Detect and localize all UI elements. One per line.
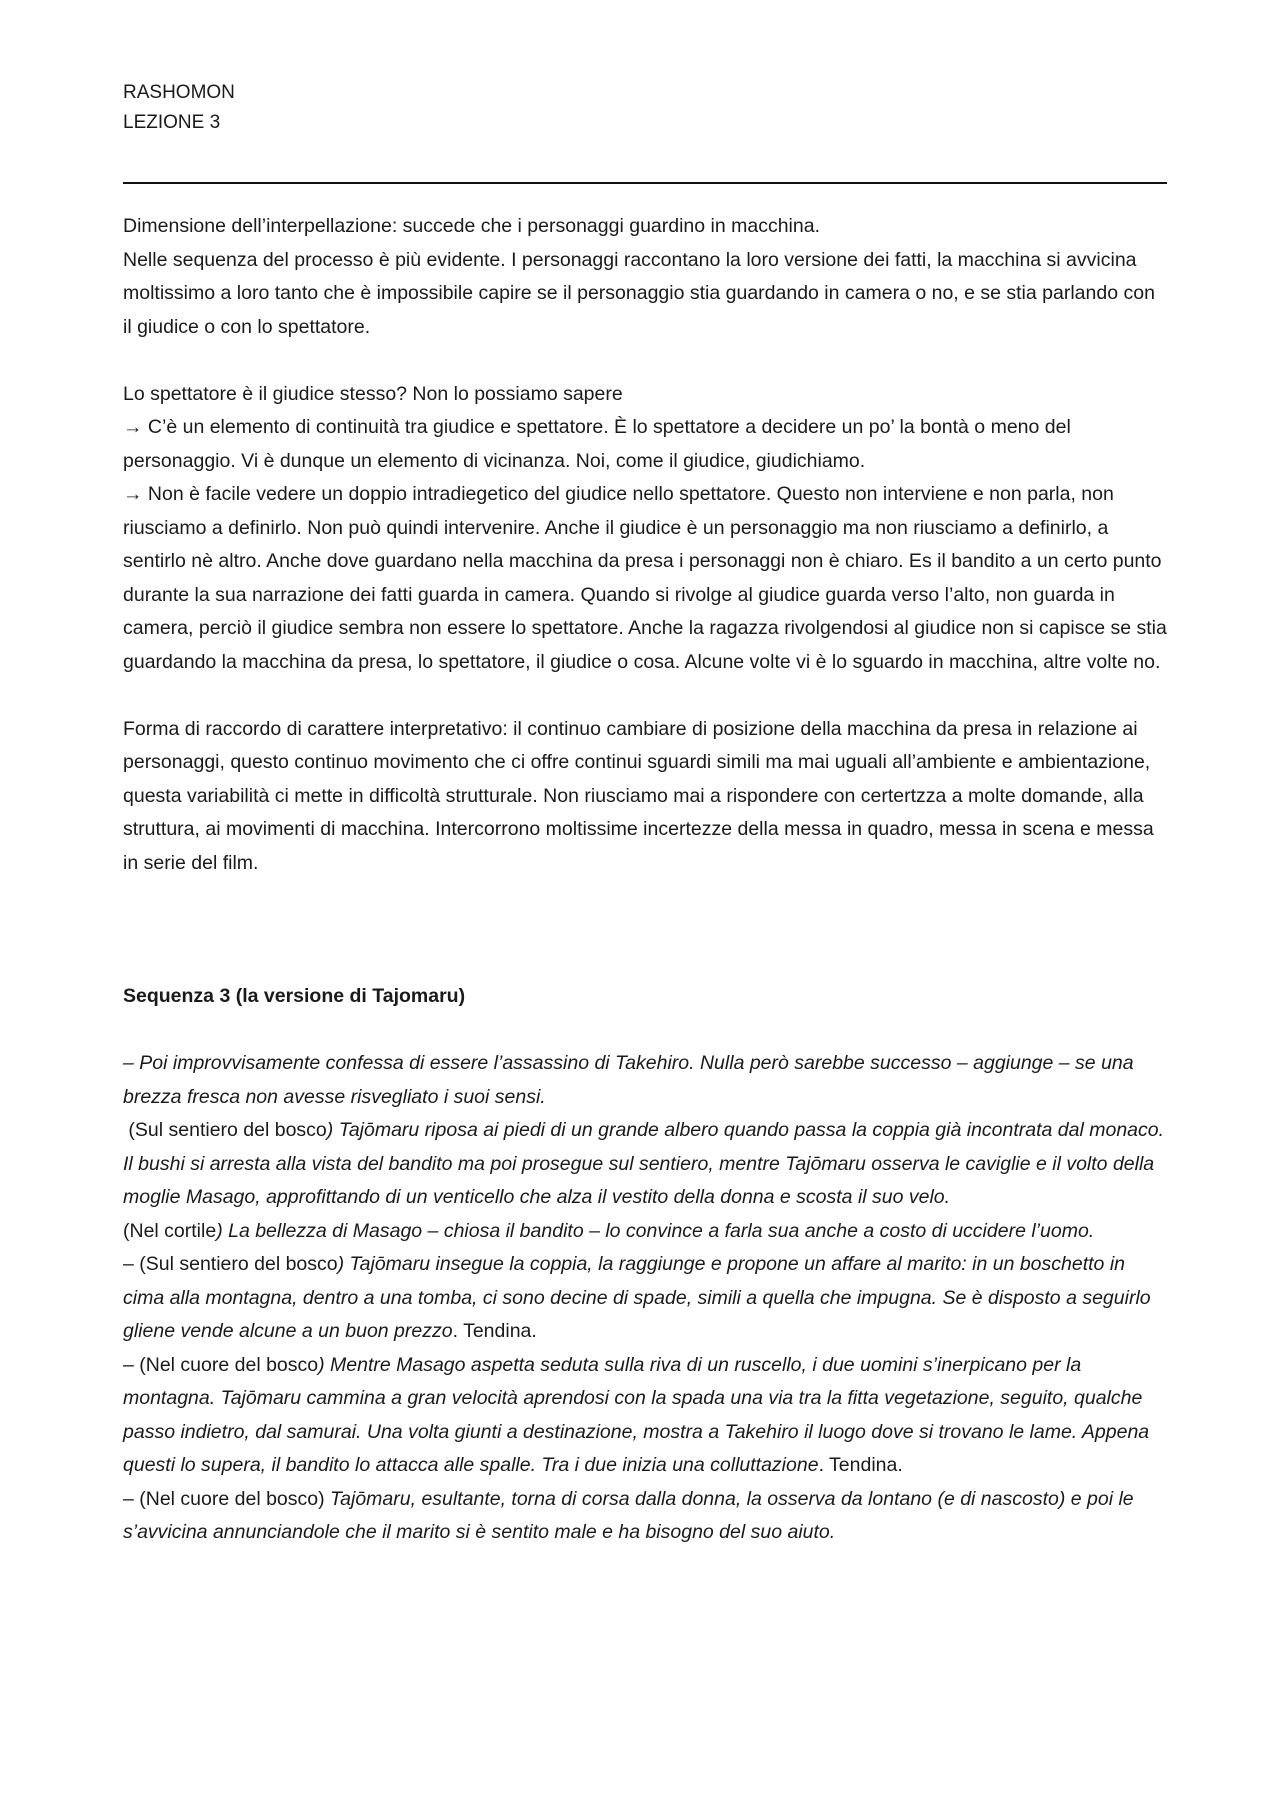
intro-paragraph-1: Dimensione dell’interpellazione: succede che i personaggi guardino in macchina.	[123, 215, 821, 237]
scene-description: ) Tajōmaru riposa ai piedi di un grande albero quando passa la coppia già incontrata dal monaco. Il bushi si arresta alla vista del bandito ma poi prosegue sul sentiero, mentre Tajōmaru osserva le caviglie e il volto della moglie Masago, approfittando di un venticello che alza il vestito della donna e scosta il suo velo.	[123, 1119, 1165, 1208]
sequence-heading: Sequenza 3 (la versione di Tajomaru)	[123, 985, 466, 1007]
spacer	[123, 1014, 1167, 1048]
spacer	[123, 880, 1167, 980]
spacer	[123, 344, 1167, 378]
scene-transition: . Tendina.	[818, 1454, 903, 1476]
spectator-point-2: → Non è facile vedere un doppio intradiegetico del giudice nello spettatore. Questo non interviene e non parla, non riusciamo a definirlo. Non può quindi intervenire. Anche il giudice è un personaggio ma non riusciamo a definirlo, a sentirlo nè altro. Anche dove guardano nella macchina da presa i personaggi non è chiaro. Es il bandito a un certo punto durante la sua narrazione dei fatti guarda in camera. Quando si rivolge al giudice guarda verso l’alto, non guarda in camera, perciò il giudice sembra non essere lo spettatore. Anche la ragazza rivolgendosi al giudice non si capisce se stia guardando la macchina da presa, lo spettatore, il giudice o cosa. Alcune volte vi è lo sguardo in macchina, altre volte no.	[123, 483, 1167, 673]
spectator-point-1: → C’è un elemento di continuità tra giudice e spettatore. È lo spettatore a decidere un po’ la bontà o meno del personaggio. Vi è dunque un elemento di vicinanza. Noi, come il giudice, giudichiamo.	[123, 416, 1071, 472]
sequence-paragraph-1: – Poi improvvisamente confessa di essere l’assassino di Takehiro. Nulla però sarebbe successo – aggiunge – se una brezza fresca non avesse risvegliato i suoi sensi.	[123, 1052, 1134, 1108]
document-page	[123, 78, 1167, 1550]
sequence-paragraph-5	[123, 1349, 1167, 1483]
scene-location: (Sul sentiero del bosco	[123, 1119, 327, 1141]
scene-location: – (Nel cuore del bosco)	[123, 1487, 331, 1510]
scene-description: ) Mentre Masago aspetta seduta sulla riva di un ruscello, i due uomini s’inerpicano per la montagna. Tajōmaru cammina a gran velocità aprendosi con la spada una via tra la fitta vegetazione, seguito, qualche passo indietro, dal samurai. Una volta giunti a destinazione, mostra a Takehiro il luogo dove si trovano le lame. Appena questi lo supera, il bandito lo attacca alle spalle. Tra i due inizia una colluttazione	[123, 1353, 1150, 1476]
sequence-paragraph-3	[123, 1215, 1167, 1249]
raccordo-paragraph: Forma di raccordo di carattere interpretativo: il continuo cambiare di posizione della macchina da presa in relazione ai personaggi, questo continuo movimento che ci offre continui sguardi simili ma mai uguali all’ambiente e ambientazione, questa variabilità ci mette in difficoltà strutturale. Non riusciamo mai a rispondere con certertzza a molte domande, alla struttura, ai movimenti di macchina. Intercorrono moltissime incertezze della messa in quadro, messa in scena e messa in serie del film.	[123, 717, 1154, 874]
sequence-paragraph-6	[123, 1483, 1167, 1550]
scene-description: Tajōmaru, esultante, torna di corsa dalla donna, la osserva da lontano (e di nascosto) e poi le s’avvicina annunciandole che il marito si è sentito male e ha bisogno del suo aiuto.	[123, 1487, 1134, 1543]
scene-location: – (Sul sentiero del bosco	[123, 1253, 338, 1275]
scene-description: ) Tajōmaru insegue la coppia, la raggiunge e propone un affare al marito: in un boschetto in cima alla montagna, dentro a una tomba, ci sono decine di spade, simili a quella che impugna. Se è disposto a seguirlo gliene vende alcune a un buon prezzo	[123, 1253, 1151, 1342]
document-subtitle: LEZIONE 3	[123, 112, 221, 133]
scene-transition: . Tendina.	[452, 1320, 537, 1342]
document-title: RASHOMON	[123, 82, 235, 103]
sequence-paragraph-2	[123, 1114, 1167, 1215]
header-divider	[123, 182, 1167, 184]
spectator-question: Lo spettatore è il giudice stesso? Non lo possiamo sapere	[123, 382, 623, 405]
scene-location: – (Nel cuore del bosco	[123, 1353, 319, 1376]
spacer	[123, 679, 1167, 713]
intro-paragraph-2: Nelle sequenza del processo è più evidente. I personaggi raccontano la loro versione dei fatti, la macchina si avvicina moltissimo a loro tanto che è impossibile capire se il personaggio stia guardando in camera o no, e se stia parlando con il giudice o con lo spettatore.	[123, 248, 1155, 338]
scene-location: (Nel cortile	[123, 1219, 217, 1242]
sequence-paragraph-4	[123, 1248, 1167, 1349]
scene-description: ) La bellezza di Masago – chiosa il bandito – lo convince a farla sua anche a costo di uccidere l’uomo.	[216, 1219, 1095, 1242]
